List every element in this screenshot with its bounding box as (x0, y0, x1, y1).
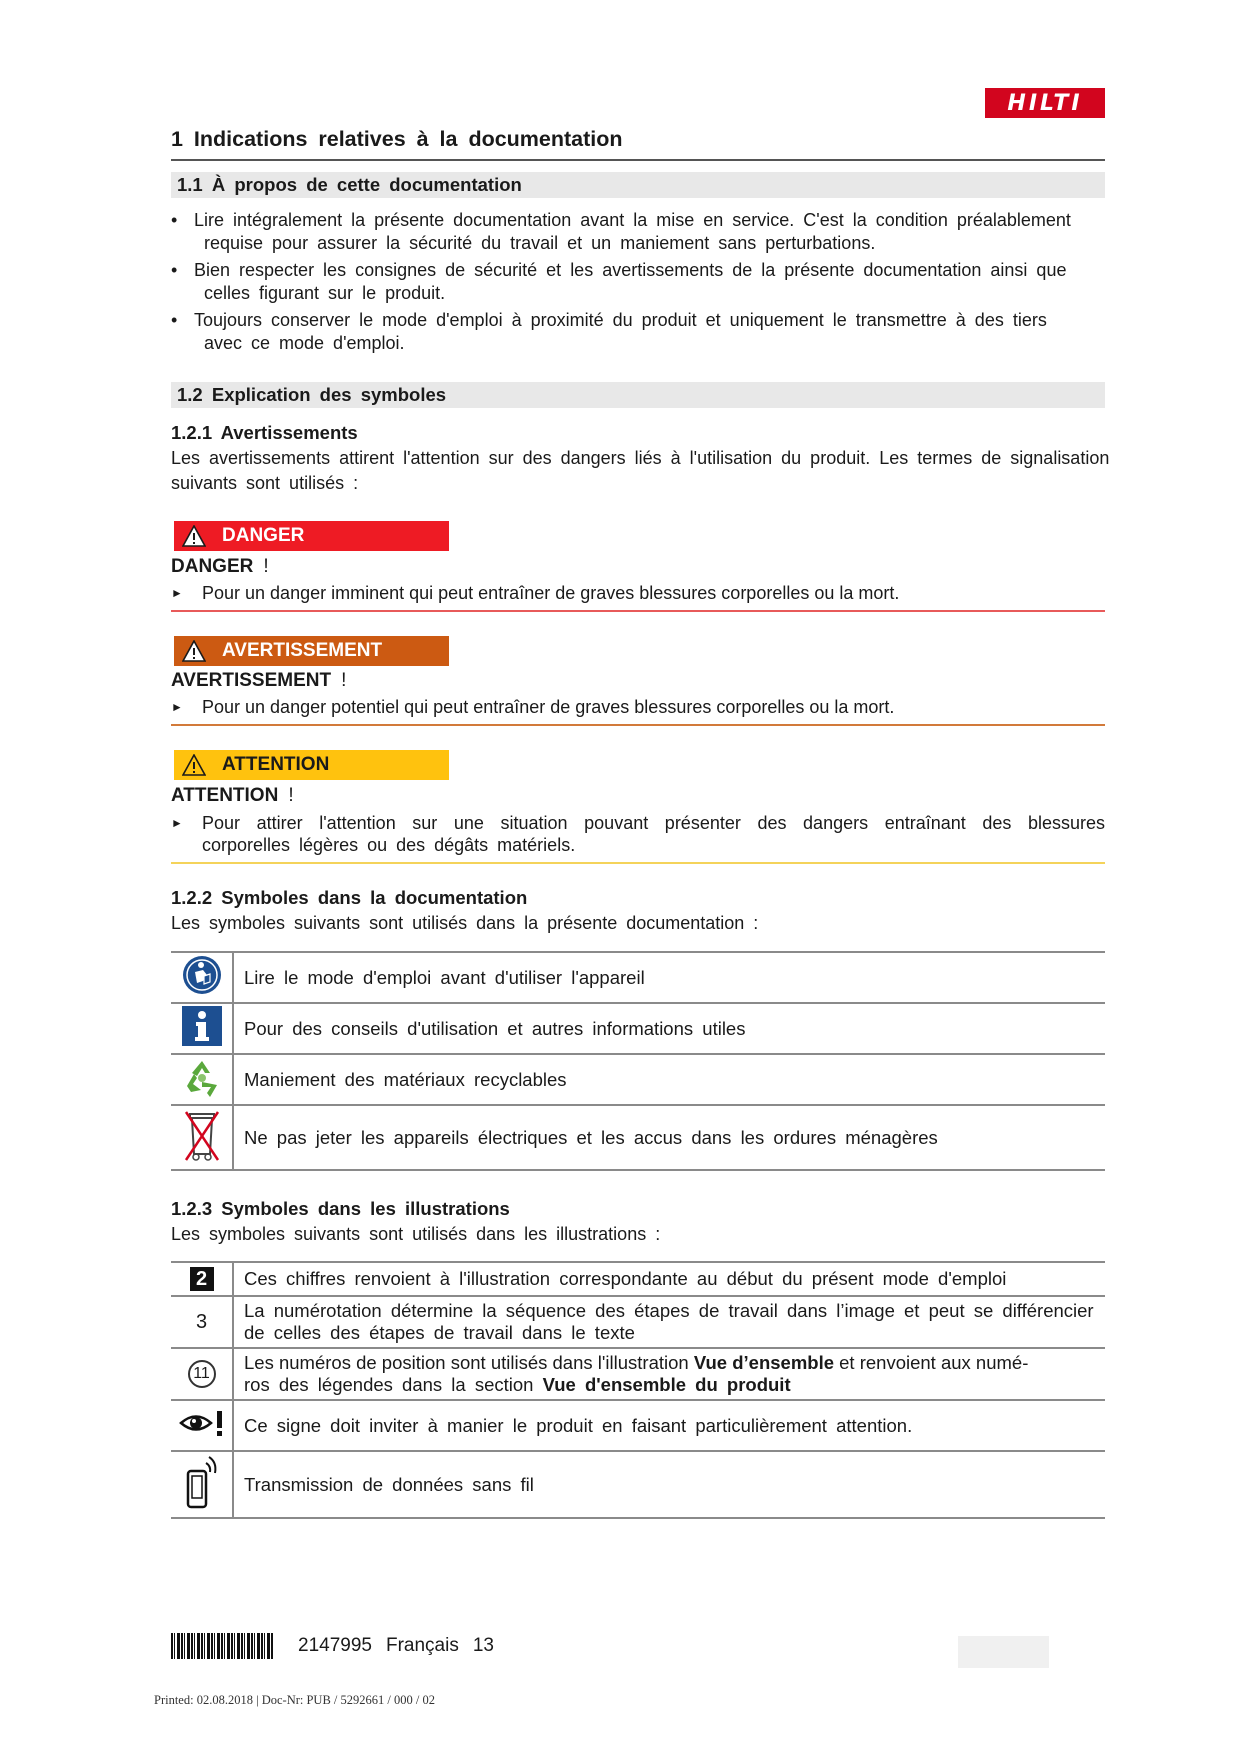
symbol-text: Transmission de données sans fil (233, 1451, 1105, 1518)
symbol-cell (171, 1262, 233, 1296)
position-number-circle: 11 (188, 1360, 216, 1388)
footer-page-number: 13 (472, 1635, 494, 1656)
symbol-text: Ne pas jeter les appareils électriques et les accus dans les ordures ménagères (233, 1105, 1105, 1170)
step-number: 3 (195, 1310, 208, 1333)
footer-gray-box (958, 1636, 1049, 1668)
caution-description: ► Pour attirer l'attention sur une situation pouvant présenter des dangers entraînant des blessures corporelles légères ou des dégâts matériels. (171, 812, 1105, 864)
caution-description-text: Pour attirer l'attention sur une situation pouvant présenter des dangers entraînant des blessures corporelles légères ou des dégâts matériels. (202, 813, 1105, 855)
table-row (171, 1054, 1105, 1105)
symbol-text-line: La numérotation détermine la séquence des étapes de travail dans l’image et peut se différencier (244, 1300, 1094, 1321)
warning-label-text: AVERTISSEMENT (222, 640, 383, 661)
warning-triangle-icon (182, 754, 206, 776)
section-1-2-title: 1.2 Explication des symboles (171, 382, 1105, 408)
illustration-symbols-table (171, 1261, 1105, 1519)
section-1-1-title: 1.1 À propos de cette documentation (171, 172, 1105, 198)
bullet-line: Bien respecter les consignes de sécurité et les avertissements de la présente documentation ainsi que (194, 260, 1067, 280)
symbol-text: Lire le mode d'emploi avant d'utiliser l'appareil (233, 952, 1105, 1003)
symbol-cell (171, 1105, 233, 1170)
danger-description-text: Pour un danger imminent qui peut entraîner de graves blessures corporelles ou la mort. (202, 583, 900, 603)
symbol-text-part: ros des légendes dans la section (244, 1374, 543, 1395)
caution-word (171, 785, 294, 807)
bullet-item: • Toujours conserver le mode d'emploi à proximité du produit et uniquement le transmettre à des tiers avec ce mode d'emploi. (171, 310, 1047, 353)
table-row (171, 1400, 1105, 1451)
symbol-text-part: et renvoient aux numé- (834, 1352, 1029, 1373)
caution-label (174, 750, 449, 780)
table-row (171, 1451, 1105, 1518)
danger-word-text: DANGER (171, 556, 254, 577)
logo-text: HILTI (1007, 90, 1083, 116)
printed-info: Printed: 02.08.2018 | Doc-Nr: PUB / 5292661 / 000 / 02 (154, 1693, 435, 1707)
symbol-text-bold: Vue d'ensemble du produit (542, 1374, 791, 1395)
bullet-item: • Bien respecter les consignes de sécurité et les avertissements de la présente documentation ainsi que celles figurant sur le produit. (171, 260, 1067, 303)
symbol-text (233, 1296, 1105, 1348)
symbol-cell (171, 1451, 233, 1518)
danger-label (174, 521, 449, 551)
table-row (171, 1262, 1105, 1296)
symbol-text: Ce signe doit inviter à manier le produit en faisant particulièrement attention. (233, 1400, 1105, 1451)
symbol-text (233, 1348, 1105, 1400)
info-icon (182, 1006, 222, 1046)
read-manual-icon (181, 954, 223, 996)
footer-doc-code: 2147995 (298, 1635, 372, 1656)
section-1-2-3-intro: Les symboles suivants sont utilisés dans les illustrations : (171, 1224, 661, 1244)
symbol-cell (171, 952, 233, 1003)
eye-attention-icon (179, 1408, 225, 1438)
symbol-cell (171, 1054, 233, 1105)
symbol-cell (171, 1003, 233, 1054)
warning-triangle-icon (182, 525, 206, 547)
table-row (171, 952, 1105, 1003)
bullet-line: avec ce mode d'emploi. (204, 332, 405, 353)
symbol-text: Ces chiffres renvoient à l'illustration correspondante au début du présent mode d'emploi (233, 1262, 1105, 1296)
caution-excl: ! (288, 785, 294, 806)
recycle-icon (181, 1056, 223, 1098)
symbol-cell (171, 1296, 233, 1348)
danger-excl: ! (263, 556, 269, 577)
danger-description: ► Pour un danger imminent qui peut entraîner de graves blessures corporelles ou la mort. (171, 582, 1105, 612)
table-row (171, 1348, 1105, 1400)
warning-label (174, 636, 449, 666)
danger-word (171, 556, 269, 578)
figure-number-badge: 2 (190, 1267, 214, 1291)
bullet-line: Lire intégralement la présente documentation avant la mise en service. C'est la condition préalablement (194, 210, 1071, 230)
section-1-2-2-title: 1.2.2 Symboles dans la documentation (171, 887, 528, 908)
symbol-text-bold: Vue d’ensemble (693, 1352, 834, 1373)
symbol-text: Pour des conseils d'utilisation et autres informations utiles (233, 1003, 1105, 1054)
warning-excl: ! (341, 670, 347, 691)
caution-label-text: ATTENTION (222, 754, 330, 775)
section-1-1-bullets (171, 209, 1201, 359)
warning-word (171, 670, 346, 692)
danger-label-text: DANGER (222, 525, 305, 546)
wireless-phone-icon (182, 1453, 222, 1511)
symbol-text-line: de celles des étapes de travail dans le texte (244, 1322, 635, 1343)
symbol-text: Maniement des matériaux recyclables (233, 1054, 1105, 1105)
bullet-line: requise pour assurer la sécurité du travail et un maniement sans perturbations. (204, 232, 876, 253)
section-1-2-1-intro: Les avertissements attirent l'attention sur des dangers liés à l'utilisation du produit. Les termes de signalisation suivants sont utilisés : (171, 448, 1110, 493)
warning-description: ► Pour un danger potentiel qui peut entraîner de graves blessures corporelles ou la mort. (171, 696, 1105, 726)
symbol-cell (171, 1348, 233, 1400)
hilti-logo (985, 88, 1105, 118)
table-row (171, 1003, 1105, 1054)
symbol-cell (171, 1400, 233, 1451)
section-1-2-2-intro: Les symboles suivants sont utilisés dans la présente documentation : (171, 913, 759, 933)
barcode-icon (171, 1633, 274, 1659)
symbol-text-part: Les numéros de position sont utilisés dans l'illustration (244, 1352, 694, 1373)
crossed-bin-icon (182, 1106, 222, 1164)
section-1-2-1-title: 1.2.1 Avertissements (171, 422, 358, 443)
caution-word-text: ATTENTION (171, 785, 279, 806)
page-title: 1 Indications relatives à la documentation (171, 127, 1105, 161)
table-row (171, 1296, 1105, 1348)
table-row (171, 1105, 1105, 1170)
bullet-item: • Lire intégralement la présente documentation avant la mise en service. C'est la condition préalablement requise pour assurer la sécurité du travail et un maniement sans perturbations. (171, 210, 1071, 253)
warning-word-text: AVERTISSEMENT (171, 670, 332, 691)
warning-description-text: Pour un danger potentiel qui peut entraîner de graves blessures corporelles ou la mort. (202, 697, 895, 717)
page-footer (171, 1633, 508, 1659)
bullet-line: celles figurant sur le produit. (204, 282, 446, 303)
section-1-2-3-title: 1.2.3 Symboles dans les illustrations (171, 1198, 510, 1219)
documentation-symbols-table (171, 951, 1105, 1171)
warning-triangle-icon (182, 640, 206, 662)
footer-language: Français (385, 1635, 459, 1656)
bullet-line: Toujours conserver le mode d'emploi à proximité du produit et uniquement le transmettre à des tiers (194, 310, 1047, 330)
